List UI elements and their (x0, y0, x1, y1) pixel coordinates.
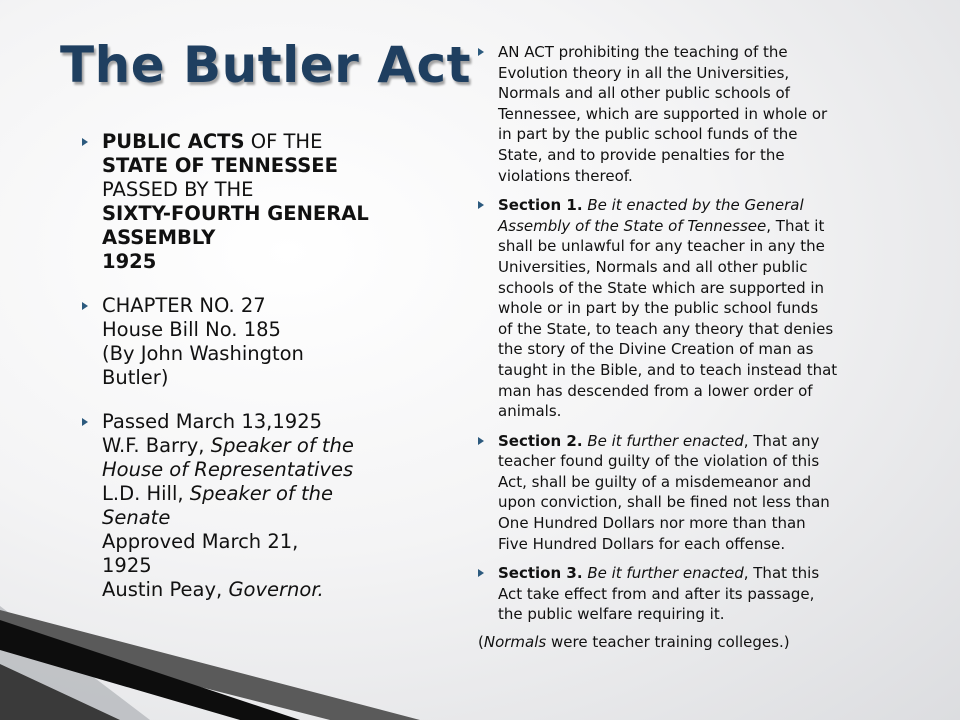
bullet-section-1: Section 1. Be it enacted by the General Assembly of the State of Tennessee, That it shall be unlawful for any teacher in any the Universities, Normals and all other public schools of the State which are supported in whole or in part by the public school funds of the State, to teach any theory that denies the story of the Divine Creation of man as taught in the Bible, and to teach instead that man has descended from a lower order of animals. (478, 195, 918, 422)
arrow-bullet-icon (478, 569, 484, 577)
footnote: (Normals were teacher training colleges.) (478, 633, 790, 652)
bullet-act-intro: AN ACT prohibiting the teaching of the Evolution theory in all the Universities, Normals and all other public schools of Tennessee, which are supported in whole or in part by the public school funds of the State, and to provide penalties for the violations thereof. (478, 42, 918, 186)
slide-title: The Butler Act (60, 36, 471, 94)
left-column (82, 130, 447, 622)
bullet-chapter: CHAPTER NO. 27 House Bill No. 185 (By John Washington Butler) (82, 294, 447, 390)
arrow-bullet-icon (478, 201, 484, 209)
arrow-bullet-icon (82, 138, 88, 146)
arrow-bullet-icon (478, 437, 484, 445)
bullet-passed: Passed March 13,1925 W.F. Barry, Speaker of the House of Representatives L.D. Hill, Speaker of the Senate Approved March 21, 1925 Austin Peay, Governor. (82, 410, 447, 602)
arrow-bullet-icon (478, 48, 484, 56)
arrow-bullet-icon (82, 302, 88, 310)
bullet-public-acts: PUBLIC ACTS OF THE STATE OF TENNESSEE PASSED BY THE SIXTY-FOURTH GENERAL ASSEMBLY 1925 (82, 130, 447, 274)
right-column (478, 42, 918, 653)
arrow-bullet-icon (82, 418, 88, 426)
bullet-section-2: Section 2. Be it further enacted, That any teacher found guilty of the violation of this Act, shall be guilty of a misdemeanor and upon conviction, shall be fined not less than One Hundred Dollars nor more than than Five Hundred Dollars for each offense. (478, 431, 918, 555)
bullet-section-3: Section 3. Be it further enacted, That this Act take effect from and after its passage, the public welfare requiring it. (478, 563, 918, 625)
